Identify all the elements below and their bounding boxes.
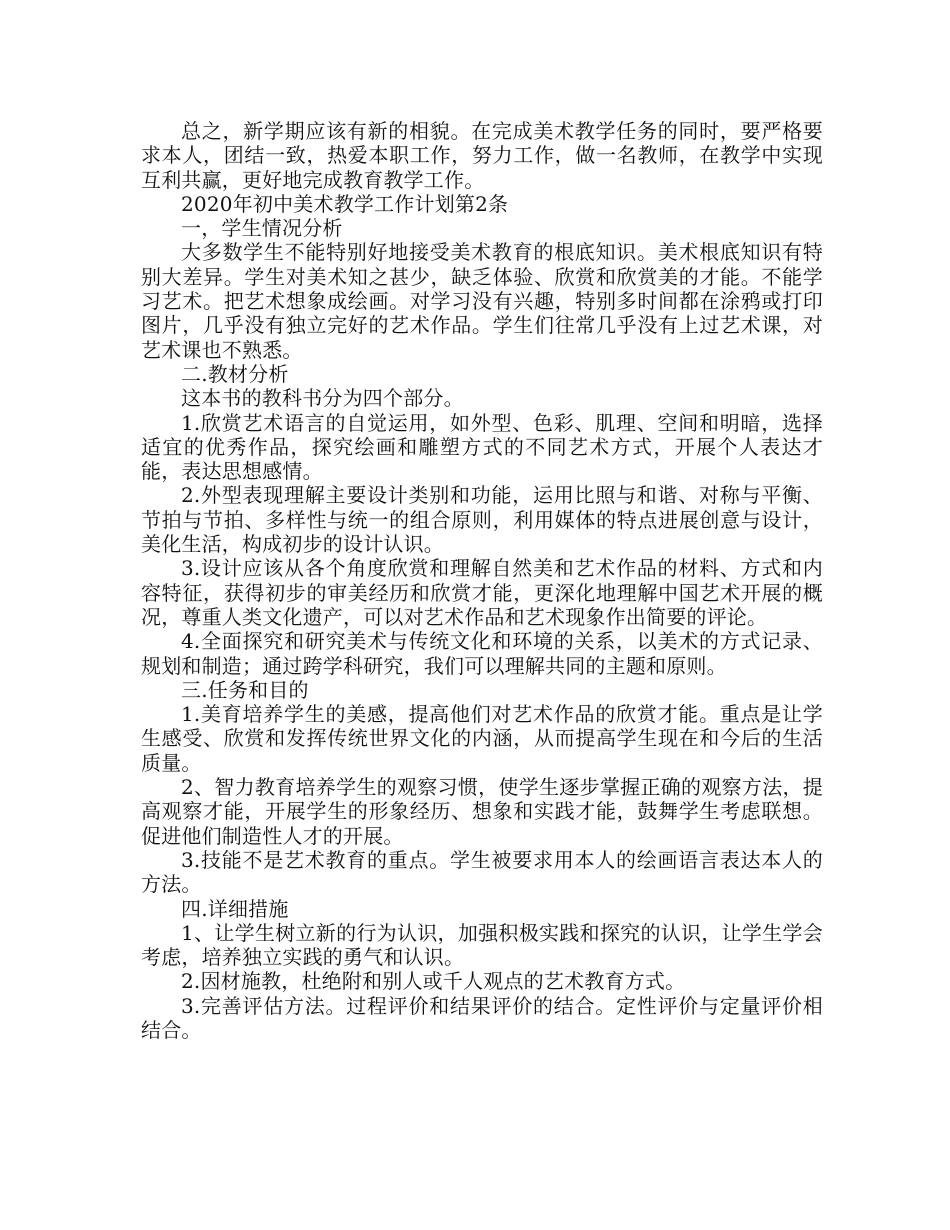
- list-item-measure-3: 3.完善评估方法。过程评价和结果评价的结合。定性评价与定量评价相结合。: [141, 993, 823, 1042]
- document-body: [141, 119, 823, 1042]
- section-title-plan: 2020年初中美术教学工作计划第2条: [181, 191, 509, 216]
- list-item-textbook-2: 2.外型表现理解主要设计类别和功能，运用比照与和谐、对称与平衡、节拍与节拍、多样性与统一的组合原则，利用媒体的特点进展创意与设计，美化生活，构成初步的设计认识。: [141, 483, 823, 557]
- heading-textbook-analysis: 二.教材分析: [181, 361, 289, 386]
- list-item-textbook-4: 4.全面探究和研究美术与传统文化和环境的关系，以美术的方式记录、规划和制造；通过跨学科研究，我们可以理解共同的主题和原则。: [141, 629, 823, 678]
- paragraph-conclusion: 总之，新学期应该有新的相貌。在完成美术教学任务的同时，要严格要求本人，团结一致，热爱本职工作，努力工作，做一名教师，在教学中实现互利共赢，更好地完成教育教学工作。: [141, 119, 823, 192]
- list-item-textbook-3: 3.设计应该从各个角度欣赏和理解自然美和艺术作品的材料、方式和内容特征，获得初步的审美经历和欣赏才能，更深化地理解中国艺术开展的概况，尊重人类文化遗产，可以对艺术作品和艺术现象作出简要的评论。: [141, 556, 823, 629]
- list-item-measure-2: 2.因材施教，杜绝附和别人或千人观点的艺术教育方式。: [181, 969, 686, 994]
- heading-student-analysis: 一，学生情况分析: [181, 216, 343, 241]
- list-item-measure-1: 1、让学生树立新的行为认识，加强积极实践和探究的认识，让学生学会考虑，培养独立实践的勇气和认识。: [141, 920, 823, 970]
- list-item-task-1: 1.美育培养学生的美感，提高他们对艺术作品的欣赏才能。重点是让学生感受、欣赏和发挥传统世界文化的内涵，从而提高学生现在和今后的生活质量。: [141, 702, 823, 775]
- heading-tasks-goals: 三.任务和目的: [181, 677, 309, 702]
- list-item-task-2: 2、智力教育培养学生的观察习惯，使学生逐步掌握正确的观察方法，提高观察才能，开展学生的形象经历、想象和实践才能，鼓舞学生考虑联想。促进他们制造性人才的开展。: [141, 775, 823, 848]
- paragraph-student-analysis: 大多数学生不能特别好地接受美术教育的根底知识。美术根底知识有特别大差异。学生对美术知之甚少，缺乏体验、欣赏和欣赏美的才能。不能学习艺术。把艺术想象成绘画。对学习没有兴趣，特别多时间都在涂鸦或打印图片，几乎没有独立完好的艺术作品。学生们往常几乎没有上过艺术课，对艺术课也不熟悉。: [141, 240, 823, 362]
- list-item-textbook-1: 1.欣赏艺术语言的自觉运用，如外型、色彩、肌理、空间和明暗，选择适宜的优秀作品，探究绘画和雕塑方式的不同艺术方式，开展个人表达才能，表达思想感情。: [141, 410, 823, 484]
- list-item-task-3: 3.技能不是艺术教育的重点。学生被要求用本人的绘画语言表达本人的方法。: [141, 847, 823, 897]
- heading-detailed-measures: 四.详细措施: [181, 896, 289, 921]
- paragraph-textbook-intro: 这本书的教科书分为四个部分。: [181, 386, 464, 411]
